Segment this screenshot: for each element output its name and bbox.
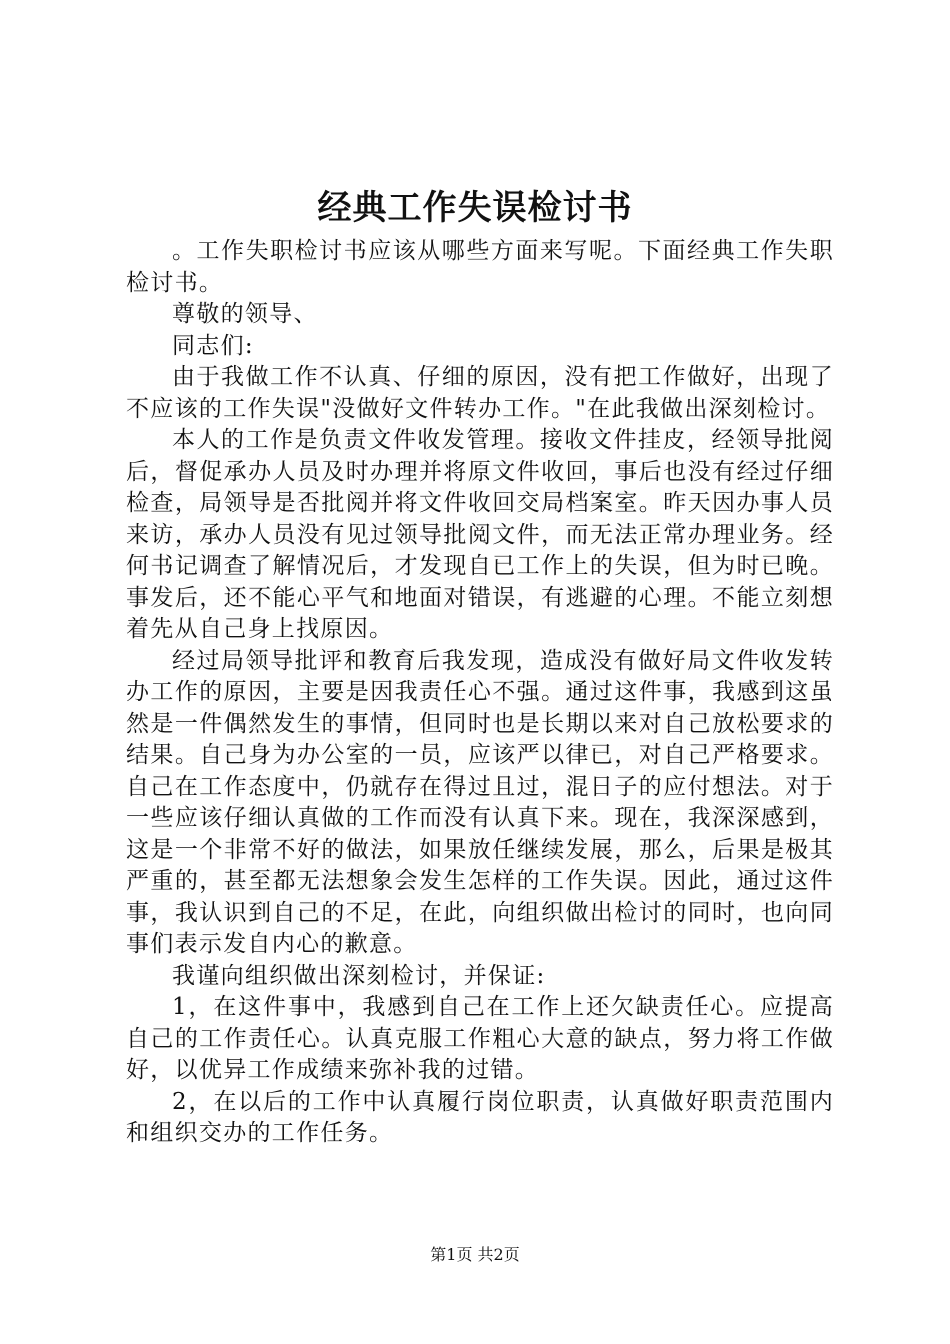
paragraph-duties: 本人的工作是负责文件收发管理。接收文件挂皮，经领导批阅后，督促承办人员及时办理并将原文件收回，事后也没有经过仔细检查，局领导是否批阅并将文件收回交局档案室。昨天因办事人员来访，承办人员没有见过领导批阅文件，而无法正常办理业务。经何书记调查了解情况后，才发现自已工作上的失误，但为时已晚。事发后，还不能心平气和地面对错误，有逃避的心理。不能立刻想着先从自己身上找原因。 — [126, 427, 834, 642]
paragraph-reason: 由于我做工作不认真、仔细的原因，没有把工作做好，出现了不应该的工作失误"没做好文件转办工作。"在此我做出深刻检讨。 — [126, 364, 834, 422]
paragraph-pledge-1: 1，在这件事中，我感到自己在工作上还欠缺责任心。应提高自己的工作责任心。认真克服工作粗心大意的缺点，努力将工作做好，以优异工作成绩来弥补我的过错。 — [126, 994, 834, 1083]
paragraph-salutation: 尊敬的领导、 — [172, 301, 318, 327]
paragraph-salutation-2: 同志们: — [172, 332, 254, 359]
document-title: 经典工作失误检讨书 — [317, 188, 633, 228]
paragraph-pledge-2: 2，在以后的工作中认真履行岗位职责，认真做好职责范围内和组织交办的工作任务。 — [126, 1088, 834, 1146]
paragraph-intro: 。工作失职检讨书应该从哪些方面来写呢。下面经典工作失职检讨书。 — [126, 238, 834, 296]
page-footer: 第1页 共2页 — [430, 1245, 520, 1264]
document-body — [126, 236, 834, 1150]
paragraph-pledge-intro: 我谨向组织做出深刻检讨，并保证: — [172, 962, 546, 989]
paragraph-reflection: 经过局领导批评和教育后我发现，造成没有做好局文件收发转办工作的原因，主要是因我责任心不强。通过这件事，我感到这虽然是一件偶然发生的事情，但同时也是长期以来对自己放松要求的结果。自己身为办公室的一员，应该严以律已，对自己严格要求。自己在工作态度中，仍就存在得过且过，混日子的应付想法。对于一些应该仔细认真做的工作而没有认真下来。现在，我深深感到，这是一个非常不好的做法，如果放任继续发展，那么，后果是极其严重的，甚至都无法想象会发生怎样的工作失误。因此，通过这件事，我认识到自己的不足，在此，向组织做出检讨的同时，也向同事们表示发自内心的歉意。 — [126, 647, 834, 957]
